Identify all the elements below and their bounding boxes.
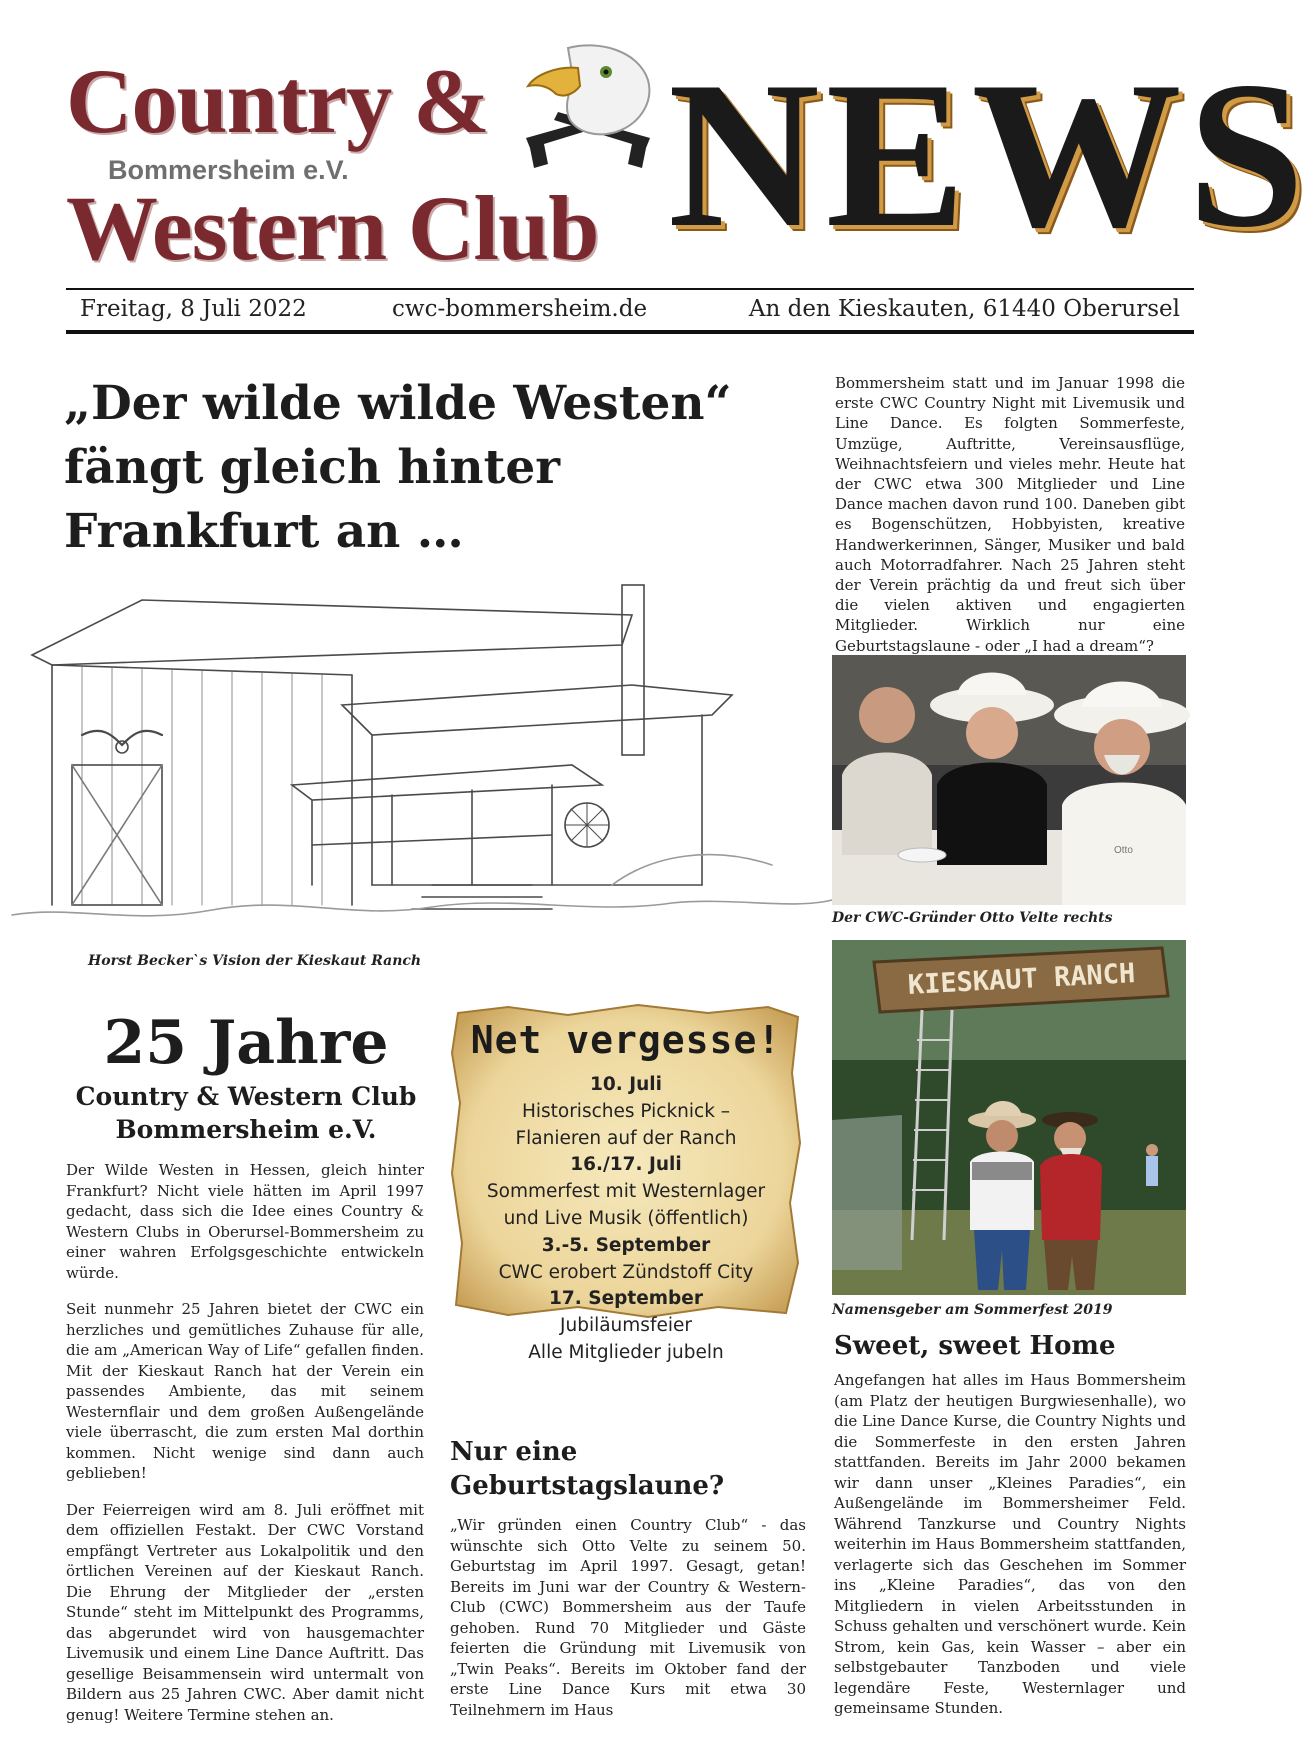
masthead-rule-bottom bbox=[66, 330, 1194, 334]
news-wordmark: NEWS bbox=[668, 39, 1311, 271]
anniversary-subtitle-line2: Bommersheim e.V. bbox=[115, 1115, 377, 1144]
brand-title-line1: Country & bbox=[66, 50, 489, 152]
founders-photo-caption: Der CWC-Gründer Otto Velte rechts bbox=[832, 910, 1113, 926]
notice-date: 17. September bbox=[549, 1288, 703, 1310]
brand-subtitle: Bommersheim e.V. bbox=[108, 155, 349, 185]
home-title: Sweet, sweet Home bbox=[834, 1331, 1116, 1361]
dateline bbox=[80, 296, 1180, 330]
issue-date: Freitag, 8 Juli 2022 bbox=[80, 296, 307, 322]
home-article: Angefangen hat alles im Haus Bommersheim (am Platz der heutigen Burgwiesenhalle), wo die Line Dance Kurse, die Country Nights und die Sommerfeste in den ersten Jahren stattfanden. Bereits im Jahr 2000 bekamen wir dann unser „Kleines Paradies“, ein Außengelände im Bommersheimer Feld. Während Tanzkurse und Country Nights weiterhin im Haus Bommersheim stattfanden, verlagerte sich das Geschehen im Sommer ins „Kleine Paradies“, das von den Mitgliedern in vielen Arbeitsstunden in Schuss gehalten und verschönert wurde. Kein Strom, kein Gas, kein Wasser – aber ein selbstgebauter Tanzboden und viele legendäre Feste, Westernlager und gemeinsame Stunden. bbox=[834, 1371, 1186, 1717]
anniversary-paragraph: Der Feierreigen wird am 8. Juli eröffnet mit dem offiziellen Festakt. Der CWC Vorstand empfängt Vertreter aus Lokalpolitik und den örtlichen Vereinen auf der Kieskaut Ranch. Die Ehrung der Mitglieder der „ersten Stunde“ steht im Mittelpunkt des Programms, das abgerundet wird von hausgemachter Livemusik und einem Line Dance Auftritt. Das gesellige Beisammensein wird untermalt von Bildern aus 25 Jahren CWC. Aber damit nicht genug! Weitere Termine stehen an. bbox=[66, 1500, 424, 1724]
website-link[interactable]: cwc-bommersheim.de bbox=[392, 296, 648, 322]
notice-event: Jubiläumsfeier bbox=[560, 1315, 692, 1337]
masthead-rule-top bbox=[66, 288, 1194, 290]
club-address: An den Kieskauten, 61440 Oberursel bbox=[748, 296, 1180, 322]
ranch-entrance-photo bbox=[832, 940, 1186, 1295]
notice-date: 16./17. Juli bbox=[570, 1154, 682, 1176]
anniversary-subtitle-line1: Country & Western Club bbox=[75, 1082, 417, 1111]
notice-event: Flanieren auf der Ranch bbox=[515, 1127, 737, 1149]
ranch-photo-caption: Namensgeber am Sommerfest 2019 bbox=[832, 1302, 1113, 1318]
eagle-crossed-pistols-icon bbox=[508, 40, 668, 180]
birthday-article: „Wir gründen einen Country Club“ - das wünschte sich Otto Velte zu seinem 50. Geburtstag im April 1997. Gesagt, getan! Bereits im Juni war der Country & Western-Club (CWC) Bommersheim aus der Taufe gehoben. Rund 70 Mitglieder und Gäste feierten die Gründung mit Livemusik von „Twin Peaks“. Bereits im Oktober fand der erste Line Dance Kurs mit etwa 30 Teilnehmern im Haus bbox=[450, 1516, 806, 1719]
founders-photo bbox=[832, 655, 1186, 905]
shirt-label: Otto bbox=[1114, 845, 1133, 856]
sketch-caption: Horst Becker`s Vision der Kieskaut Ranch bbox=[88, 953, 422, 969]
birthday-title-line1: Nur eine bbox=[450, 1437, 578, 1467]
anniversary-article bbox=[66, 1160, 424, 1741]
brand-title-line2: Western Club bbox=[66, 177, 599, 279]
birthday-title-line2: Geburtstagslaune? bbox=[450, 1471, 725, 1501]
notice-list bbox=[448, 1072, 804, 1367]
notice-event: Sommerfest mit Westernlager bbox=[486, 1181, 766, 1203]
continuation-article: Bommersheim statt und im Januar 1998 die erste CWC Country Night mit Livemusik und Line Dance. Es folgten Sommerfeste, Umzüge, Auftritte, Vereinsausflüge, Weihnachtsfeiern und vieles mehr. Heute hat der CWC etwa 300 Mitglieder und Line Dance machen davon rund 100. Daneben gibt es Bogenschützen, Hobbyisten, kreative Handwerkerinnen, Sänger, Musiker und bald auch Motorradfahrer. Nach 25 Jahren steht der Verein prächtig da und freut sich über die vielen aktiven und engagierten Mitglieder. Wirklich nur eine Geburtstagslaune - oder „I had a dream“? bbox=[835, 374, 1185, 655]
page-headline: „Der wilde wilde Westen“ fängt gleich hinter Frankfurt an … bbox=[64, 376, 732, 559]
anniversary-paragraph: Seit nunmehr 25 Jahren bietet der CWC ein herzliches und gemütliches Zuhause für alle, die am „American Way of Life“ gefallen finden. Mit der Kieskaut Ranch hat der Verein ein passendes Ambiente, das mit seinem Westernflair und dem großen Außengelände viele überrascht, die zum ersten Mal dorthin kommen. Nicht wenige sind dann auch geblieben! bbox=[66, 1300, 424, 1482]
anniversary-paragraph: Der Wilde Westen in Hessen, gleich hinter Frankfurt? Nicht viele hätten im April 1997 gedacht, dass sich die Idee eines Country & Western Clubs in Oberursel-Bommersheim zu einer wahren Erfolgsgeschichte entwickeln würde. bbox=[66, 1161, 424, 1282]
anniversary-title: 25 Jahre bbox=[103, 1008, 389, 1078]
notice-event: Alle Mitglieder jubeln bbox=[528, 1341, 724, 1363]
notice-date: 10. Juli bbox=[590, 1074, 662, 1095]
ranch-sketch-image bbox=[12, 585, 832, 960]
notice-date: 3.-5. September bbox=[541, 1234, 711, 1256]
notice-event: Historisches Picknick – bbox=[521, 1100, 731, 1122]
notice-event: CWC erobert Zündstoff City bbox=[498, 1261, 754, 1283]
notice-title: Net vergesse! bbox=[470, 1018, 782, 1062]
ranch-sign-text: KIESKAUT RANCH bbox=[907, 958, 1136, 1001]
notice-event: und Live Musik (öffentlich) bbox=[503, 1207, 749, 1229]
